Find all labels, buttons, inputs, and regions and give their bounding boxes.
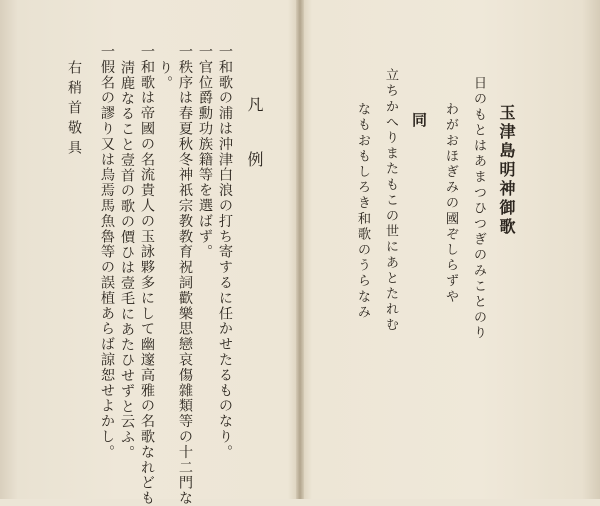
bullet: 一 <box>177 44 193 60</box>
poem-2-line-2: なもおもしろき和歌のうらなみ <box>355 102 370 321</box>
bullet: 一 <box>139 44 155 60</box>
preface-item-3-continued <box>155 60 175 91</box>
preface-item-1 <box>215 44 235 460</box>
item-text: り。 <box>157 60 173 91</box>
item-text: 官位爵勳功族籍等を選ばず。 <box>197 59 213 260</box>
preface-item-4 <box>137 44 157 506</box>
item-text: 和歌は帝國の名流貴人の玉詠夥多にして幽邃高雅の名歌なれども <box>139 59 155 506</box>
item-text: 假名の謬り又は烏焉馬魚魯等の誤植あらば諒恕せよかし。 <box>99 59 115 460</box>
bullet: 一 <box>217 44 233 60</box>
preface-item-4-continued <box>117 60 137 460</box>
same-author-mark: 同 <box>410 112 428 127</box>
poem-1-line-1: 日のもとはあまつひつぎのみことのり <box>471 76 486 342</box>
preface-item-3 <box>175 44 195 506</box>
item-text: 秩序は春夏秋冬神祇宗教教育祝詞歡樂思戀哀傷雜類等の十二門な <box>177 59 193 506</box>
bullet: 一 <box>99 44 115 60</box>
bullet: 一 <box>197 44 213 60</box>
poem-1-line-2: わがおほぎみの國ぞしらずや <box>443 102 458 305</box>
poem-title: 玉津島明神御歌 <box>497 104 516 237</box>
preface-item-2 <box>195 44 215 260</box>
right-page <box>300 0 600 499</box>
item-text: 和歌の浦は沖津白浪の打ち寄するに任かせたるものなり。 <box>217 59 233 460</box>
poem-2-line-1: 立ちかへりまたもこの世にあとたれむ <box>383 68 398 334</box>
item-text: 淸鹿なること壹首の歌の價ひは壹毛にあたひせずと云ふ。 <box>119 60 135 461</box>
preface-signature: 右稍首敬具 <box>66 60 82 160</box>
preface-heading: 凡 例 <box>245 96 264 177</box>
preface-item-5 <box>97 44 117 460</box>
